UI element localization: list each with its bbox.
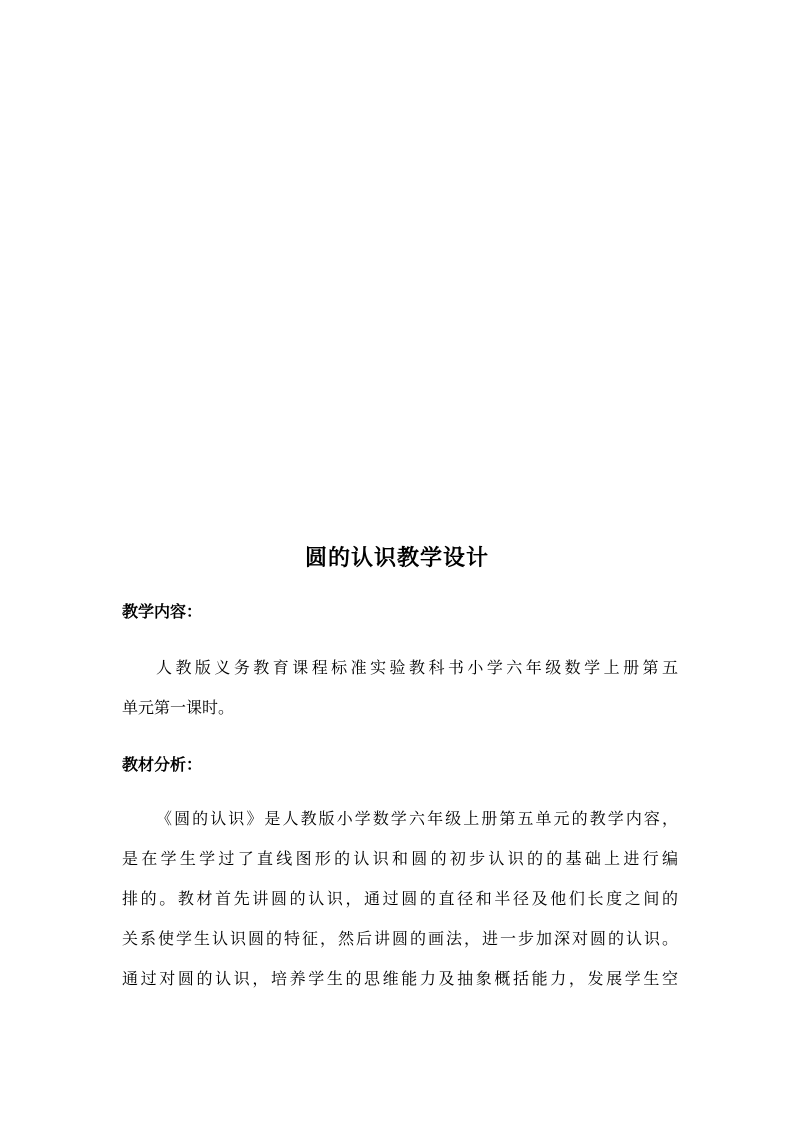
paragraph-line: 排的。教材首先讲圆的认识，通过圆的直径和半径及他们长度之间的 — [122, 889, 678, 908]
section-heading-teaching-content: 教学内容： — [122, 602, 203, 621]
paragraph-line: 《圆的认识》是人教版小学数学六年级上册第五单元的教学内容， — [156, 809, 678, 828]
section-body-teaching-content — [122, 648, 678, 728]
paragraph-line: 是在学生学过了直线图形的认识和圆的初步认识的的基础上进行编 — [122, 849, 678, 868]
paragraph-line: 单元第一课时。 — [122, 698, 235, 717]
paragraph-line: 人教版义务教育课程标准实验教科书小学六年级数学上册第五 — [156, 658, 678, 677]
section-heading-textbook-analysis: 教材分析： — [122, 755, 203, 774]
paragraph-line: 通过对圆的认识，培养学生的思维能力及抽象概括能力，发展学生空 — [122, 969, 678, 988]
section-body-textbook-analysis — [122, 799, 678, 999]
paragraph-line: 关系使学生认识圆的特征，然后讲圆的画法，进一步加深对圆的认识。 — [122, 929, 678, 948]
document-title: 圆的认识教学设计 — [304, 545, 489, 571]
